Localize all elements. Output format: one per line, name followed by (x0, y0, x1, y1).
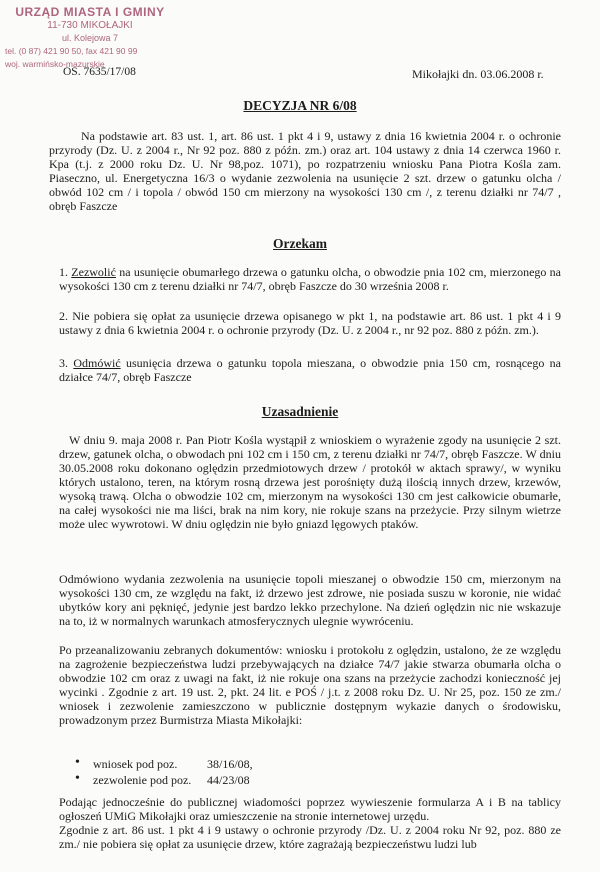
list-item: • wniosek pod poz. 38/16/08, (75, 756, 253, 772)
justification-paragraph-1: W dniu 9. maja 2008 r. Pan Piotr Kośla wystąpił z wnioskiem o wyrażenie zgody na usunięcie 2 szt. drzew, gatunek olcha, o obwodach pni 102 cm i 150 cm, z terenu działki nr 74/7, obręb Faszcze. W dniu 30.05.2008 roku dokonano oględzin przedmiotowych drzew / protokół w aktach sprawy/, w wyniku których ustalono, teren, na którym rosną drzewa jest porośnięty dużą ilością innych drzew, krzewów, wysoką trawą. Olcha o obwodzie 102 cm, mierzonym na wysokości 130 cm jest całkowicie obumarłe, na całej wysokości nie ma liści, brak na nim kory, nie rokuje szans na przeżycie. Przy silnym wietrze może ulec wywrotowi. W dniu oględzin nie było gniazd lęgowych ptaków. (59, 433, 561, 531)
point-number: 3. (59, 356, 68, 370)
point-text: usunięcia drzewa o gatunku topola mieszana, o obwodzie pnia 150 cm, rosnącego na działce 74/7, obręb Faszcze (59, 356, 562, 384)
point-text: Nie pobiera się opłat za usunięcie drzewa opisanego w pkt 1, na podstawie art. 86 ust. 1 pkt 4 i 9 ustawy z dnia 6 kwietnia 2004 r. o ochronie przyrody (Dz. U. z 2004 r., nr 92 poz. 880 z późn. zm.). (59, 309, 561, 337)
justification-paragraph-4: Podając jednocześnie do publicznej wiadomości poprzez wywieszenie formularza A i B na tablicy ogłoszeń UMiG Mikołajki oraz umieszczenie na stronie internetowej urzędu. (59, 795, 561, 823)
uzasadnienie-heading: Uzasadnienie (261, 404, 339, 419)
case-reference: OS. 7635/17/08 (63, 66, 136, 78)
stamp-office-name: URZĄD MIASTA I GMINY (15, 5, 165, 19)
intro-paragraph: Na podstawie art. 83 ust. 1, art. 86 ust. 1 pkt 4 i 9, ustawy z dnia 16 kwietnia 2004 r. o ochronie przyrody (Dz. U. z 2004 r., Nr 92 poz. 880 z późn. zm.) oraz art. 104 ustawy z dnia 14 czerwca 1960 r. Kpa (t.j. z 2000 roku Dz. U. Nr 98,poz. 1071), po rozpatrzeniu wniosku Pana Piotra Kośla zam. Piaseczno, ul. Energetyczna 16/3 o wydanie zezwolenia na usunięcie 2 szt. drzew o gatunku olcha / obwód 102 cm / i topola / obwód 150 cm mierzony na wysokości 130 cm /, z terenu działki nr 74/7 , obręb Faszcze (49, 129, 561, 213)
justification-paragraph-5: Zgodnie z art. 86 ust. 1 pkt 4 i 9 ustawy o ochronie przyrody /Dz. U. z 2004 roku Nr 92, poz. 880 ze zm./ nie pobiera się opłat za usunięcie drzew, które zagrażają bezpieczeństwu ludzi lub (59, 823, 561, 851)
stamp-voivodeship: woj. warmińsko-mazurskie (5, 59, 105, 69)
stamp-street: ul. Kolejowa 7 (61, 33, 119, 43)
stamp-postal-code: 11-730 MIKOŁAJKI (47, 20, 133, 31)
registry-list (75, 756, 253, 788)
point-text: na usunięcie obumarłego drzewa o gatunku olcha, o obwodzie pnia 102 cm, mierzonego na wysokości 130 cm z terenu działki nr 74/7, obręb Faszcze do 30 września 2008 r. (59, 265, 562, 293)
ruling-point-2 (59, 309, 561, 337)
justification-paragraph-3: Po przeanalizowaniu zebranych dokumentów: wniosku i protokołu z oględzin, ustalono, że ze względu na zagrożenie bezpieczeństwa ludzi przebywających na działce 74/7 jakie stwarza obumarła olcha o obwodzie 102 cm oraz z uwagi na fakt, iż nie rokuje ona szans na przeżycie zachodzi konieczność jej wycinki . Zgodnie z art. 19 ust. 2, pkt. 24 lit. e POŚ / j.t. z 2008 roku Dz. U. Nr 25, poz. 150 ze zm./ wniosek i zezwolenie zamieszczono w publicznie dostępnym wykazie danych o środowisku, prowadzonym przez Burmistrza Miasta Mikołajki: (59, 643, 561, 727)
decision-title: DECYZJA NR 6/08 (243, 98, 357, 113)
point-number: 2. (59, 309, 68, 323)
stamp-phone: tel. (0 87) 421 90 50, fax 421 90 99 (5, 46, 138, 56)
document-date: Mikołajki dn. 03.06.2008 r. (412, 67, 544, 81)
justification-paragraph-2: Odmówiono wydania zezwolenia na usunięcie topoli mieszanej o obwodzie 150 cm, mierzonym na wysokości 130 cm, ze względu na fakt, iż drzewo jest zdrowe, nie posiada suszu w koronie, nie widać ubytków kory ani pęknięć, jedynie jest bardzo lekko przechylone. Na dzień oględzin nic nie wskazuje na to, iż w normalnych warunkach atmosferycznych ulegnie wywróceniu. (59, 572, 561, 628)
office-stamp (5, 6, 175, 71)
point-number: 1. (59, 265, 68, 279)
ruling-point-3 (59, 356, 561, 384)
point-keyword: Odmówić (73, 356, 121, 370)
ruling-point-1 (59, 265, 561, 293)
orzekam-heading: Orzekam (273, 236, 327, 251)
point-keyword: Zezwolić (71, 265, 116, 279)
list-item: • zezwolenie pod poz. 44/23/08 (75, 772, 253, 788)
